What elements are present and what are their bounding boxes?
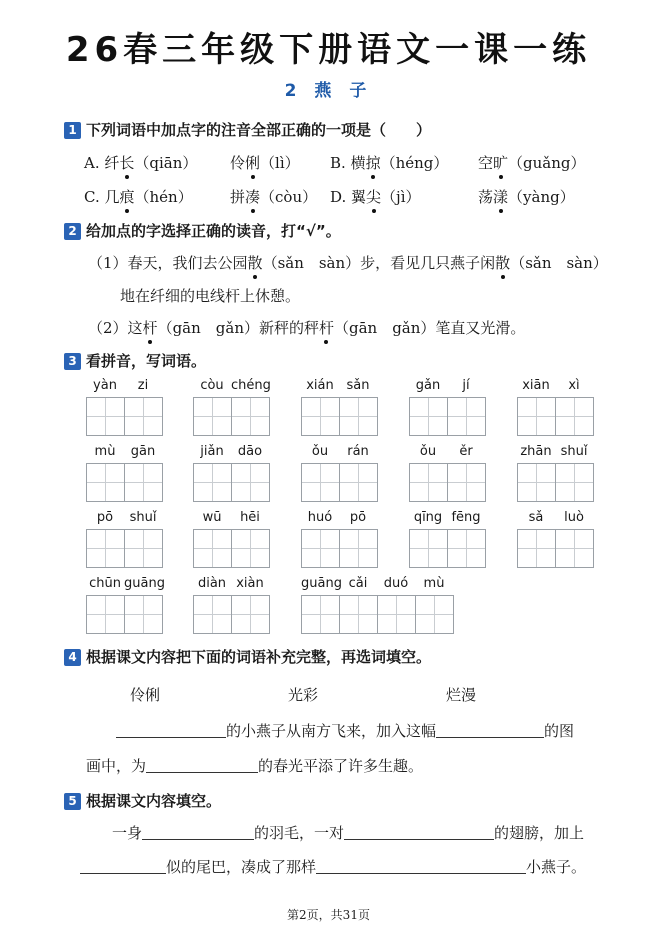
writing-box[interactable] [340, 595, 378, 634]
question-3-heading [64, 350, 206, 371]
writing-box[interactable] [301, 529, 340, 568]
q4-fill-line-1: 的小燕子从南方飞来，加入这幅 的图 [116, 720, 574, 741]
writing-box[interactable] [86, 595, 125, 634]
writing-box[interactable] [448, 463, 486, 502]
q2-sentence-1-cont: 地在纤细的电线杆上休憩。 [120, 287, 301, 305]
pinyin-word-box: xián sǎn [301, 378, 378, 436]
question-text: 根据课文内容填空。 [86, 792, 222, 810]
writing-box[interactable] [340, 463, 378, 502]
pinyin-word-box: ǒu ěr [409, 444, 486, 502]
q2-sentence-1: （1）春天，我们去公园散（sǎn sàn）步，看见几只燕子闲散（sǎn sàn） [88, 254, 608, 272]
writing-box[interactable] [409, 529, 448, 568]
writing-box[interactable] [556, 529, 594, 568]
lesson-subtitle: 2 燕 子 [284, 81, 373, 101]
writing-box[interactable] [517, 397, 556, 436]
writing-box[interactable] [232, 595, 270, 634]
question-text: 看拼音，写词语。 [86, 352, 207, 370]
pinyin-word-box: zhān shuǐ [517, 444, 594, 502]
option-c-word1: C. 几痕（hén） [84, 188, 193, 206]
question-4-heading [64, 646, 431, 667]
word-choice-3: 烂漫 [446, 686, 477, 704]
writing-box[interactable] [517, 529, 556, 568]
page-footer: 第2页，共31页 [287, 908, 370, 922]
question-number-badge: 2 [64, 223, 81, 240]
pinyin-word-box: còu chéng [193, 378, 270, 436]
option-c-word2: 拼凑（còu） [230, 188, 318, 206]
question-number-badge: 4 [64, 649, 81, 666]
writing-box[interactable] [409, 397, 448, 436]
pinyin-word-box: jiǎn dāo [193, 444, 270, 502]
writing-box[interactable] [86, 397, 125, 436]
q5-fill-line-2: 似的尾巴，凑成了那样 小燕子。 [80, 856, 586, 877]
writing-box[interactable] [86, 463, 125, 502]
question-number-badge: 5 [64, 793, 81, 810]
writing-box[interactable] [340, 529, 378, 568]
pinyin-word-box: chūn guāng [86, 576, 163, 634]
writing-box[interactable] [86, 529, 125, 568]
writing-box[interactable] [448, 397, 486, 436]
answer-blank[interactable] [142, 825, 254, 840]
option-d-word1: D. 翼尖（jì） [330, 188, 421, 206]
writing-box[interactable] [125, 529, 163, 568]
pinyin-word-box: sǎ luò [517, 510, 594, 568]
pinyin-word-box: ǒu rán [301, 444, 378, 502]
q2-sentence-2: （2）这杆（gān gǎn）新秤的秤杆（gān gǎn）笔直又光滑。 [88, 319, 526, 337]
question-2-heading [64, 220, 341, 241]
answer-blank[interactable] [316, 859, 526, 874]
pinyin-word-box: diàn xiàn [193, 576, 270, 634]
pinyin-word-box: qīng fēng [409, 510, 486, 568]
writing-box[interactable] [301, 595, 340, 634]
question-text: 给加点的字选择正确的读音，打“√”。 [86, 222, 341, 240]
pinyin-word-box: gǎn jí [409, 378, 486, 436]
q4-fill-line-2: 画中，为 的春光平添了许多生趣。 [86, 757, 424, 775]
question-1-heading [64, 119, 431, 140]
pinyin-word-box: xiān xì [517, 378, 594, 436]
writing-box[interactable] [448, 529, 486, 568]
option-b-word1: B. 横掠（héng） [330, 154, 449, 172]
question-text: 下列词语中加点字的注音全部正确的一项是（ ） [86, 121, 432, 139]
writing-box[interactable] [193, 397, 232, 436]
word-choice-1: 伶俐 [130, 686, 161, 704]
writing-box[interactable] [193, 463, 232, 502]
writing-box[interactable] [378, 595, 416, 634]
option-a-word2: 伶俐（lì） [230, 154, 300, 172]
question-5-heading [64, 790, 221, 811]
writing-box[interactable] [232, 397, 270, 436]
writing-box[interactable] [125, 463, 163, 502]
pinyin-word-box: huó pō [301, 510, 378, 568]
writing-box[interactable] [556, 397, 594, 436]
writing-box[interactable] [340, 397, 378, 436]
writing-box[interactable] [193, 595, 232, 634]
writing-box[interactable] [193, 529, 232, 568]
page-title: 26春三年级下册语文一课一练 [65, 30, 592, 70]
word-choice-2: 光彩 [288, 686, 319, 704]
q5-fill-line-1: 一身 的羽毛，一对 的翅膀，加上 [112, 824, 585, 842]
pinyin-word-box-4char: guāng cǎi duó mù [301, 576, 454, 634]
writing-box[interactable] [301, 463, 340, 502]
question-number-badge: 1 [64, 122, 81, 139]
question-text: 根据课文内容把下面的词语补充完整，再选词填空。 [86, 648, 432, 666]
question-number-badge: 3 [64, 353, 81, 370]
pinyin-word-box: mù gān [86, 444, 163, 502]
writing-box[interactable] [232, 529, 270, 568]
writing-box[interactable] [409, 463, 448, 502]
option-a-word1: A. 纤长（qiān） [84, 154, 198, 172]
writing-box[interactable] [416, 595, 454, 634]
option-b-word2: 空旷（guǎng） [478, 154, 586, 172]
answer-blank[interactable] [146, 758, 258, 773]
pinyin-word-box: wū hēi [193, 510, 270, 568]
writing-box[interactable] [556, 463, 594, 502]
answer-blank[interactable] [80, 859, 166, 874]
pinyin-word-box: pō shuǐ [86, 510, 163, 568]
writing-box[interactable] [125, 397, 163, 436]
writing-box[interactable] [232, 463, 270, 502]
writing-box[interactable] [301, 397, 340, 436]
answer-blank[interactable] [344, 825, 494, 840]
writing-box[interactable] [125, 595, 163, 634]
answer-blank[interactable] [436, 723, 544, 738]
pinyin-word-box: yàn zi [86, 378, 163, 436]
option-d-word2: 荡漾（yàng） [478, 188, 575, 206]
answer-blank[interactable] [116, 723, 226, 738]
writing-box[interactable] [517, 463, 556, 502]
